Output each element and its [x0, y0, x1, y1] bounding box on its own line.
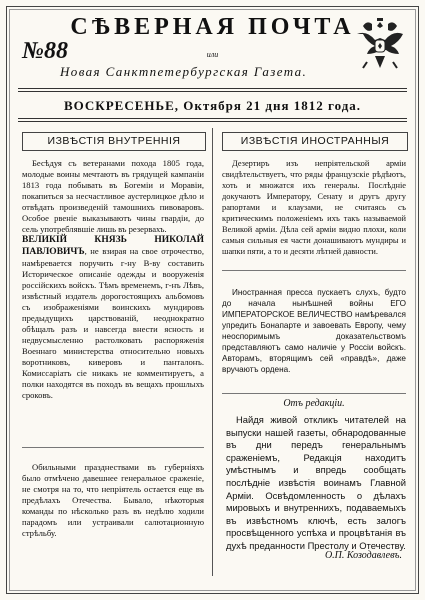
foreign-news-heading: ИЗВѢСТІЯ ИНОСТРАННЫЯ — [222, 132, 408, 151]
foreign-paragraph — [222, 287, 406, 375]
paragraph-text: ВЕЛИКІЙ КНЯЗЬ НИКОЛАЙ ПАВЛОВИЧЪ, не взирая на свое отрочество, намѣревается поручить г-ну В-ву составить Историческое описаніе одежды и вооруженія россійскихъ войскъ. Тѣмъ временемъ, г-нъ Лѣвъ, извѣстный издатель дорогостоящихъ альбомовъ съ изображеніями воинскихъ мундировъ предыдущихъ царствованій, неоднократно обѣщалъ разъ и навсегда внести ясность и недвусмысленно растолковать распоряженія Военнаго министерства относительно новыхъ воротниковъ, киверовъ и панталонъ. Комиссаріатъ сіе никакъ не комментируетъ, а полки находятся въ походъ въ вещахъ прошлыхъ сроковъ. — [22, 235, 204, 400]
dateline-rule — [18, 121, 407, 122]
masthead-rule — [18, 88, 407, 89]
paragraph-text: Бесѣдуя съ ветеранами похода 1805 года, молодые воины мечтаютъ въ грядущей кампаніи 1813 года побывать въ Богеміи и Моравіи, покапиться за несчастливое аустерлицкое дѣло и отвѣдать произведеній тамошнихъ пивоваровъ. Особое рвеніе выказываютъ чины гвардіи, до сель употреблявшіе лишь въ резервахъ. — [22, 158, 204, 234]
domestic-news-heading: ИЗВѢСТІЯ ВНУТРЕННІЯ — [22, 132, 206, 151]
dateline-rule — [18, 118, 407, 119]
newspaper-subtitle: Новая Санктпетербургская Газета. — [60, 64, 308, 79]
section-divider — [222, 270, 406, 271]
paragraph-text: Обильными празднествами въ губерніяхъ было отмѣчено давешнее генеральное сраженіе, не смотря на то, что непріятель остается еще въ предѣлахъ Отечества. Бывало, нѣкоторыя команды по нѣсколько разъ въ недѣлю ходили парадомъ или устраивали салютационную стрѣльбу. — [22, 462, 204, 538]
grand-duke-name: ВЕЛИКІЙ КНЯЗЬ НИКОЛАЙ ПАВЛОВИЧЪ — [22, 235, 204, 257]
paragraph-text: Дезертиръ изъ непріятельской арміи свидѣтельствуетъ, что ряды французскіе рѣдѣютъ, хоть и множатся ихъ генералы. Послѣдніе докучаютъ Императору, Сенату и другъ другу рапортами и клаузами, не считаясь съ критическимъ положеніемъ ихъ такъ называемой Великой арміи. Дѣла сей арміи видно плохи, коли самыя сильныя ея части донашиваютъ мундиры и шапки пяти, а то и десяти лѣтней давности. — [222, 159, 406, 256]
section-divider — [22, 447, 204, 448]
issue-number: №88 — [22, 38, 68, 64]
column-divider — [212, 128, 213, 576]
domestic-paragraph — [22, 462, 204, 539]
editorial-signature: О.П. Козодавлевъ. — [324, 550, 402, 561]
dateline: ВОСКРЕСЕНЬЕ, Октября 21 дня 1812 года. — [63, 98, 362, 113]
editorial-text: Найдя живой откликъ читателей на выпуски нашей газеты, обнародованные въ дни передъ генеральнымъ сраженіемъ, Редакція находитъ умѣстнымъ и впредь сообщать послѣдніе извѣстія воинамъ Главной Арміи. Освѣдомленность о дѣлахъ мировыхъ и внутреннихъ, подаваемыхъ въ извѣстномъ ключѣ, есть залогъ просвѣщенного успѣха и процвѣтанія въ духѣ преданности Престолу и Отечеству. — [226, 414, 406, 551]
domestic-paragraph — [22, 234, 204, 401]
domestic-paragraph — [22, 158, 204, 235]
double-headed-eagle-icon — [355, 16, 405, 72]
editorial-heading: Отъ редакціи. — [283, 398, 345, 409]
masthead-rule — [18, 91, 407, 92]
newspaper-title: СѢВЕРНАЯ ПОЧТА — [70, 14, 355, 40]
paragraph-text: Иностранная пресса пускаетъ слухъ, будто до начала нынѣшней войны ЕГО ИМПЕРАТОРСКОЕ ВЕЛИЧЕСТВО намѣревался упредить Бонапарте и завоевать Европу, чему неоспоримымъ доказательствомъ представляютъ само наличіе у Россіи войскъ. Авторамъ, вторящимъ сей «правдѣ», даже вручаютъ ордена. — [222, 288, 406, 374]
section-divider — [222, 393, 406, 394]
title-conjunction: или — [206, 50, 219, 59]
foreign-paragraph — [222, 158, 406, 257]
